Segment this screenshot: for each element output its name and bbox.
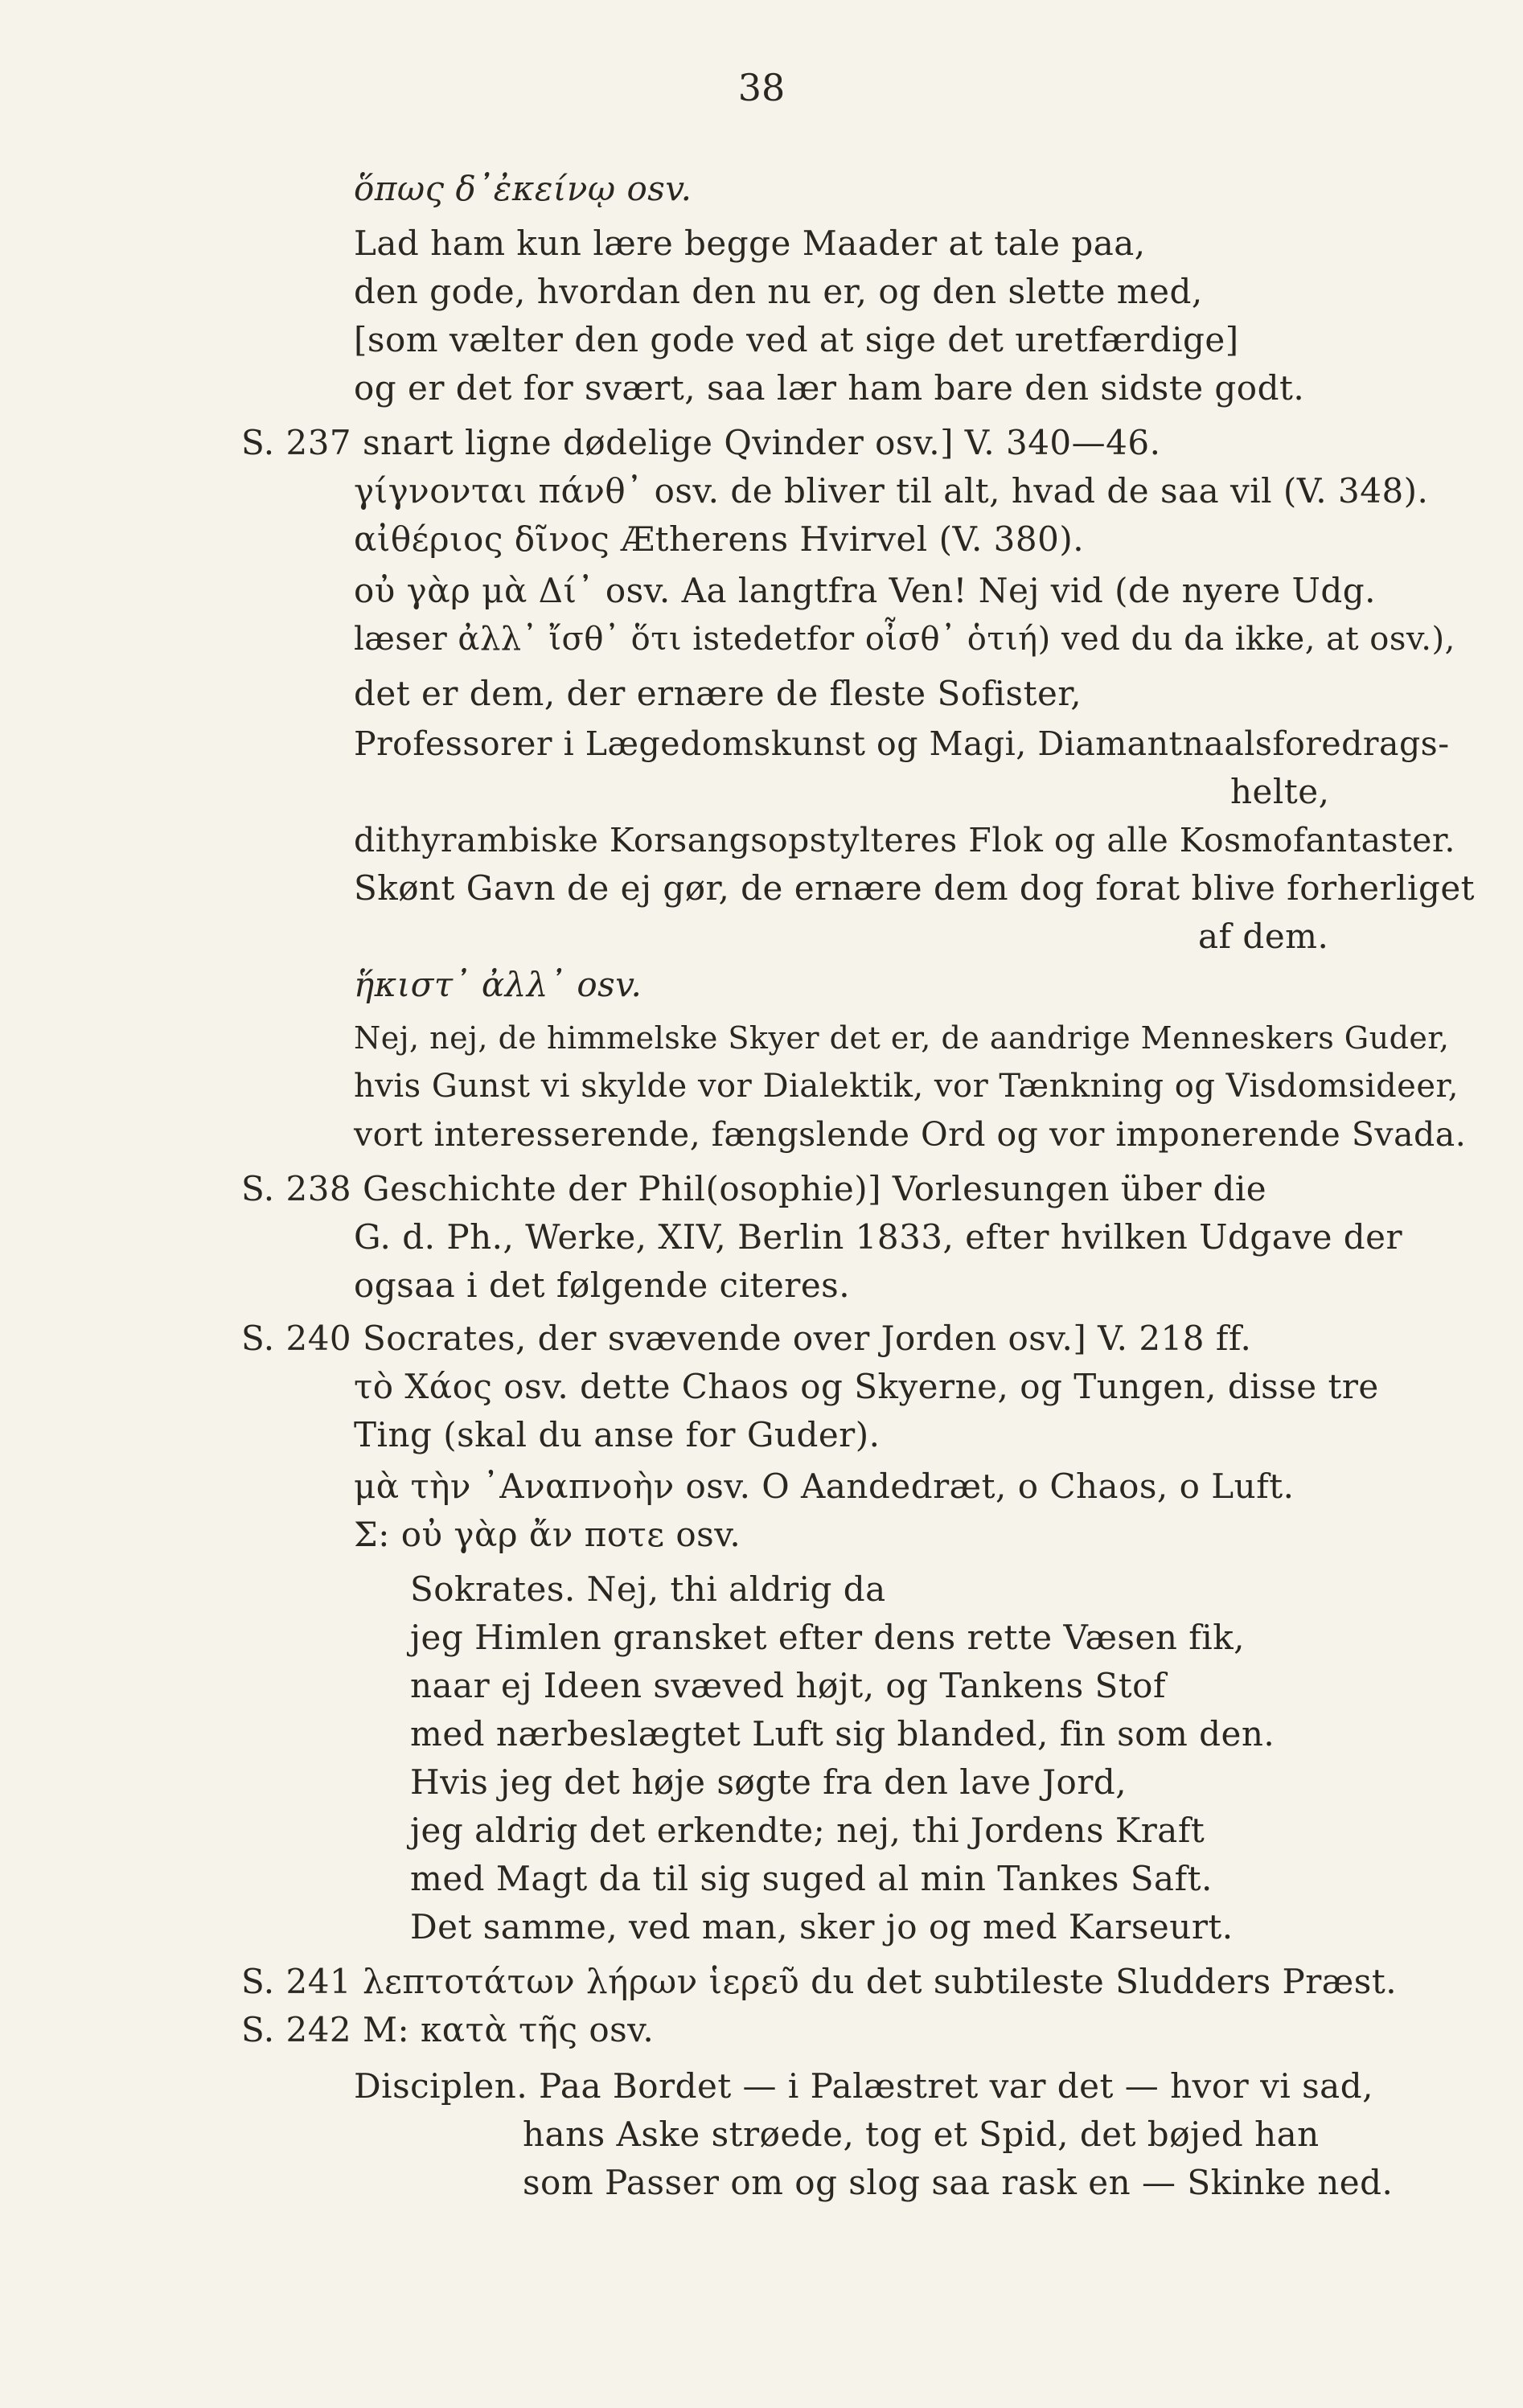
verse-line: Disciplen. Paa Bordet — i Palæstret var det — hvor vi sad,: [354, 2066, 1373, 2106]
text-line: Skønt Gavn de ej gør, de ernære dem dog forat blive forherliget: [354, 868, 1476, 908]
text-line: Professorer i Lægedomskunst og Magi, Diamantnaalsforedrags-: [354, 724, 1450, 763]
text-line: S. 237 snart ligne dødelige Qvinder osv.] V. 340—46.: [241, 423, 1161, 462]
text-line: μὰ τὴν ᾽Αναπνοὴν osv. O Aandedræt, o Chaos, o Luft.: [354, 1467, 1295, 1506]
text-line: G. d. Ph., Werke, XIV, Berlin 1833, efter hvilken Udgave der: [354, 1217, 1403, 1257]
text-line: af dem.: [1198, 917, 1329, 956]
text-line: og er det for svært, saa lær ham bare den sidste godt.: [354, 368, 1305, 408]
verse-line: med nærbeslægtet Luft sig blanded, fin som den.: [410, 1714, 1275, 1754]
verse-line: Det samme, ved man, sker jo og med Karseurt.: [410, 1907, 1234, 1947]
text-line: αἰθέριος δῖνος Ætherens Hvirvel (V. 380).: [354, 519, 1085, 559]
text-line: ἥκιστ᾽ ἀλλ᾽ osv.: [354, 965, 642, 1004]
verse-line: Sokrates. Nej, thi aldrig da: [410, 1569, 886, 1609]
text-line: S. 242 M: κατὰ τῆς osv.: [241, 2010, 655, 2049]
verse-line: jeg Himlen gransket efter dens rette Væsen fik,: [410, 1618, 1246, 1657]
verse-line: jeg aldrig det erkendte; nej, thi Jordens Kraft: [410, 1811, 1205, 1850]
verse-line: hans Aske strøede, tog et Spid, det bøjed han: [523, 2115, 1320, 2154]
text-line: Lad ham kun lære begge Maader at tale paa,: [354, 224, 1146, 263]
verse-line: som Passer om og slog saa rask en — Skinke ned.: [523, 2163, 1394, 2202]
text-line: dithyrambiske Korsangsopstylteres Flok og alle Kosmofantaster.: [354, 821, 1455, 859]
text-line: ὅπως δ᾽ἐκείνῳ osv.: [354, 169, 692, 208]
text-line: det er dem, der ernære de fleste Sofister,: [354, 674, 1082, 713]
verse-line: Hvis jeg det høje søgte fra den lave Jord,: [410, 1762, 1127, 1802]
verse-line: naar ej Ideen svæved højt, og Tankens Stof: [410, 1666, 1166, 1705]
text-line: τὸ Χάος osv. dette Chaos og Skyerne, og Tungen, disse tre: [354, 1367, 1379, 1406]
verse-line: med Magt da til sig suged al min Tankes Saft.: [410, 1859, 1213, 1898]
text-line: læser ἀλλ᾽ ἴσθ᾽ ὅτι istedetfor οἶσθ᾽ ὁτιή) ved du da ikke, at osv.),: [354, 621, 1455, 658]
text-line: Nej, nej, de himmelske Skyer det er, de aandrige Menneskers Guder,: [354, 1020, 1450, 1056]
text-line: S. 241 λεπτοτάτων λήρων ἱερεῦ du det subtileste Sludders Præst.: [241, 1962, 1398, 2001]
text-line: S. 240 Socrates, der svævende over Jorden osv.] V. 218 ff.: [241, 1319, 1252, 1358]
text-line: helte,: [1230, 772, 1330, 811]
text-line: hvis Gunst vi skylde vor Dialektik, vor Tænkning og Visdomsideer,: [354, 1068, 1459, 1105]
text-line: vort interesserende, fængslende Ord og vor imponerende Svada.: [354, 1115, 1467, 1154]
text-line: γίγνονται πάνθ᾽ osv. de bliver til alt, hvad de saa vil (V. 348).: [354, 471, 1429, 511]
text-line: ogsaa i det følgende citeres.: [354, 1266, 851, 1305]
text-line: [som vælter den gode ved at sige det uretfærdige]: [354, 320, 1239, 359]
text-line: den gode, hvordan den nu er, og den slette med,: [354, 272, 1203, 311]
page-number: 38: [737, 66, 786, 109]
text-line: Ting (skal du anse for Guder).: [354, 1415, 881, 1454]
text-line: οὐ γὰρ μὰ Δί᾽ osv. Aa langtfra Ven! Nej vid (de nyere Udg.: [354, 571, 1377, 610]
text-line: S. 238 Geschichte der Phil(osophie)] Vorlesungen über die: [241, 1169, 1267, 1208]
text-line: Σ: οὐ γὰρ ἄν ποτε osv.: [354, 1515, 741, 1554]
